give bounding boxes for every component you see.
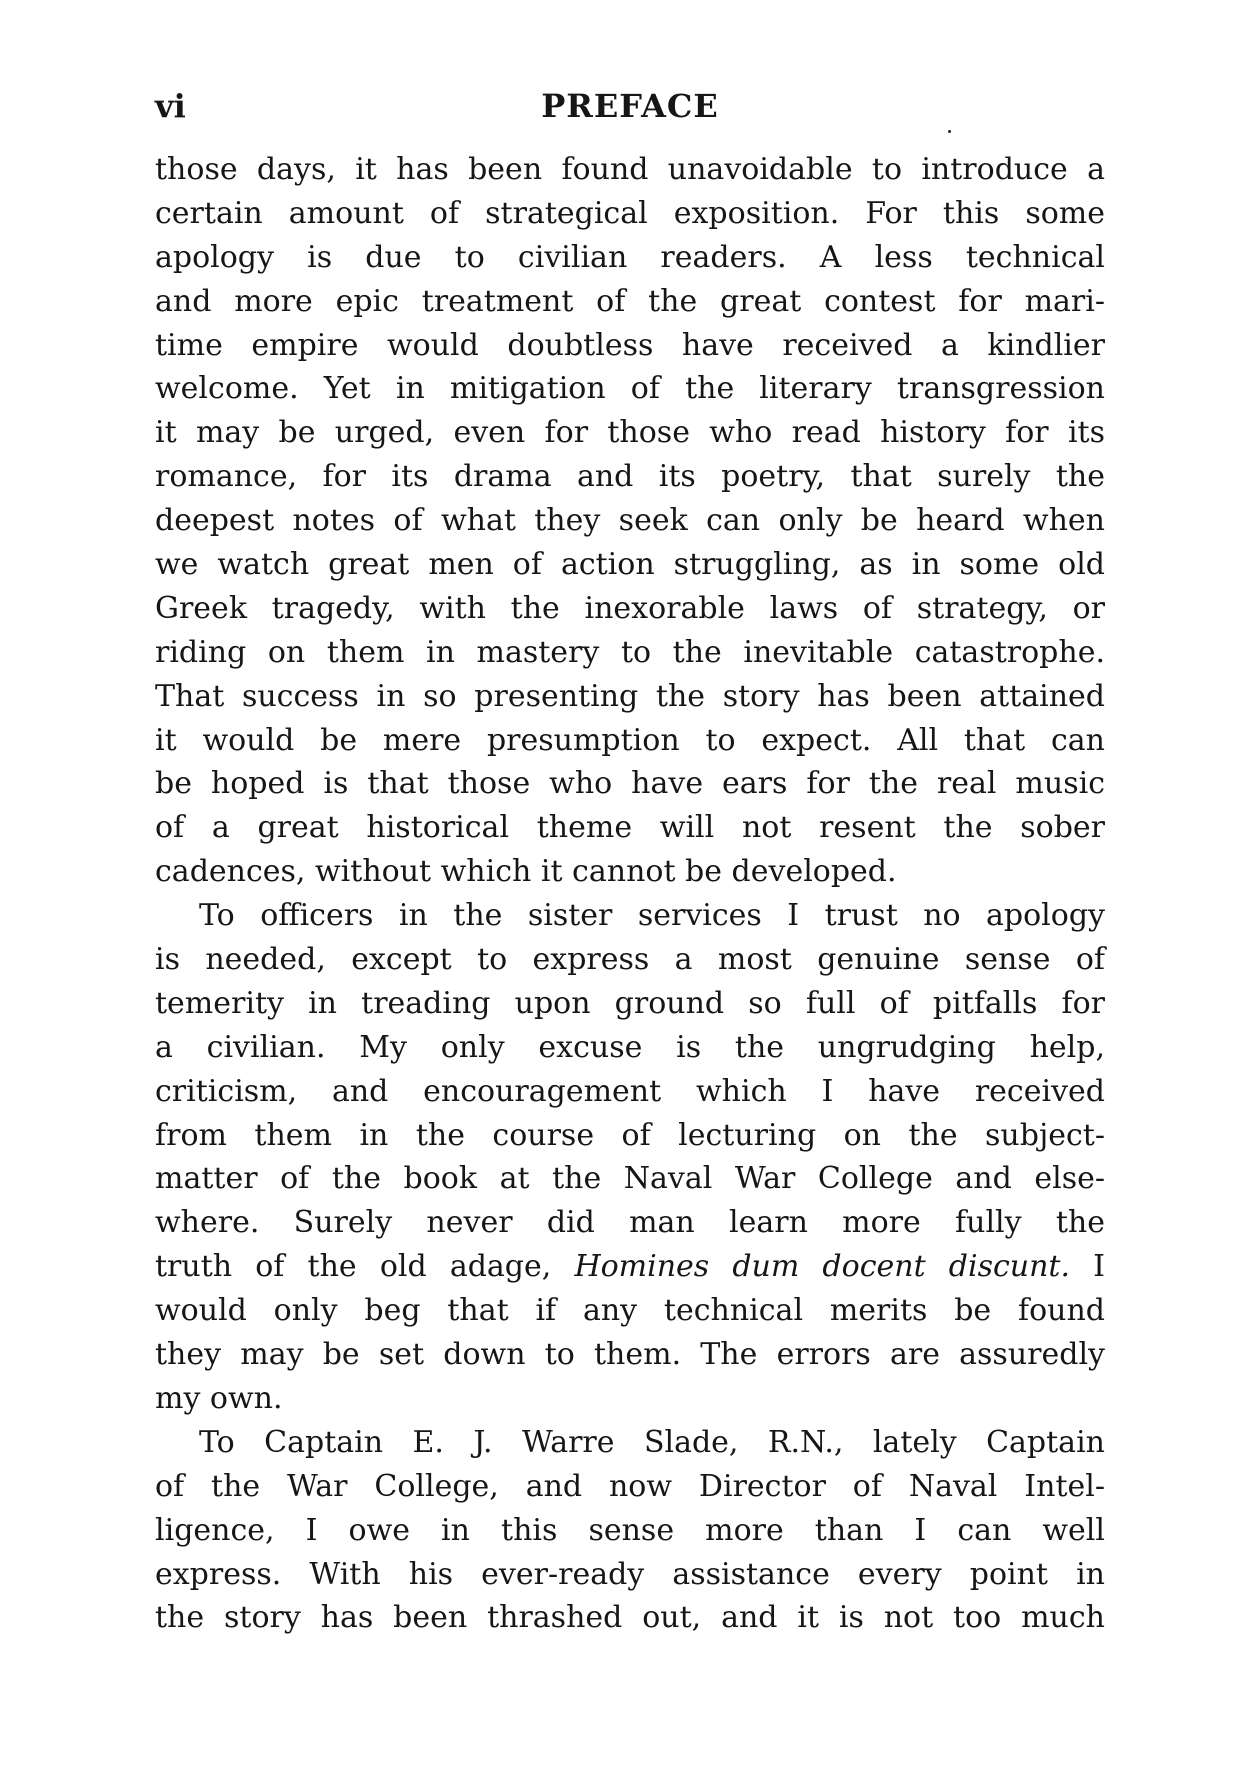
text-line: of the War College, and now Director of Naval Intel- (155, 1468, 1105, 1504)
text-line: we watch great men of action struggling, as in some old (155, 547, 1105, 583)
text-line: the story has been thrashed out, and it is not too much (155, 1600, 1105, 1636)
text-line: express. With his ever-ready assistance every point in (155, 1556, 1105, 1592)
text-segment: I (1070, 1249, 1106, 1285)
text-line: it may be urged, even for those who read history for its (155, 415, 1105, 451)
text-line: Greek tragedy, with the inexorable laws of strategy, or (155, 590, 1105, 626)
text-line: is needed, except to express a most genuine sense of (155, 942, 1105, 978)
text-line: To officers in the sister services I trust no apology (199, 898, 1105, 934)
text-line: of a great historical theme will not resent the sober (155, 810, 1105, 846)
text-line: apology is due to civilian readers. A less technical (155, 239, 1105, 275)
ink-speck (948, 130, 951, 133)
latin-phrase: Homines dum docent discunt. (574, 1249, 1071, 1285)
text-line: criticism, and encouragement which I have received (155, 1073, 1105, 1109)
text-line: welcome. Yet in mitigation of the literary transgression (155, 371, 1105, 407)
text-line: it would be mere presumption to expect. All that can (155, 722, 1105, 758)
text-line: from them in the course of lecturing on the subject- (155, 1117, 1105, 1153)
text-line: a civilian. My only excuse is the ungrudging help, (155, 1029, 1105, 1065)
text-line: cadences, without which it cannot be developed. (155, 854, 897, 890)
text-line: they may be set down to them. The errors are assuredly (155, 1337, 1105, 1373)
text-line: where. Surely never did man learn more fully the (155, 1205, 1105, 1241)
text-line: would only beg that if any technical merits be found (155, 1293, 1105, 1329)
text-line: certain amount of strategical exposition. For this some (155, 195, 1105, 231)
text-line: be hoped is that those who have ears for the real music (155, 766, 1105, 802)
preface-text (155, 148, 1105, 1640)
text-line: That success in so presenting the story has been attained (155, 678, 1105, 714)
text-line: and more epic treatment of the great contest for mari- (155, 283, 1105, 319)
text-line-with-latin (155, 1245, 1105, 1289)
page-number: vi (155, 87, 186, 125)
text-segment: truth of the old adage, (155, 1249, 575, 1285)
text-line: To Captain E. J. Warre Slade, R.N., lately Captain (199, 1424, 1105, 1460)
text-line: temerity in treading upon ground so full of pitfalls for (155, 985, 1105, 1021)
text-line: my own. (155, 1380, 283, 1416)
text-line: deepest notes of what they seek can only be heard when (155, 503, 1105, 539)
text-line: matter of the book at the Naval War College and else- (155, 1161, 1105, 1197)
text-line: ligence, I owe in this sense more than I can well (155, 1512, 1105, 1548)
text-line: time empire would doubtless have received a kindlier (155, 327, 1105, 363)
page-header (155, 82, 1105, 130)
text-line: riding on them in mastery to the inevitable catastrophe. (155, 634, 1105, 670)
text-line: those days, it has been found unavoidable to introduce a (155, 152, 1105, 187)
text-line: romance, for its drama and its poetry, that surely the (155, 459, 1105, 495)
running-title: PREFACE (541, 87, 719, 125)
